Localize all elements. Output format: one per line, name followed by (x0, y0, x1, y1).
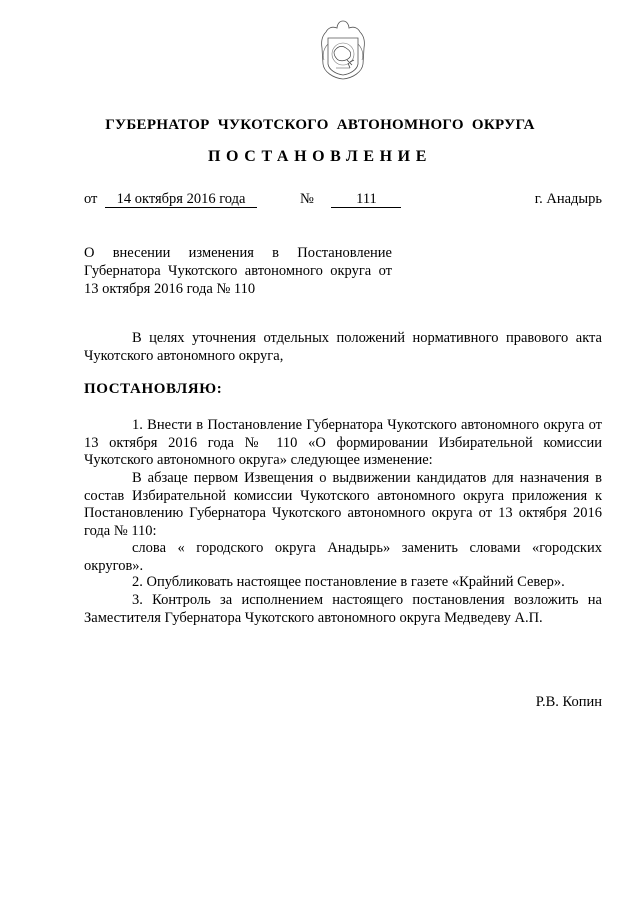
date-prefix: от (84, 191, 98, 207)
number-field (300, 191, 401, 208)
item-1-paragraph: В абзаце первом Извещения о выдвижении кандидатов для назначения в состав Избирательной комиссии Чукотского автономного округа приложения к Постановлению Губернатора Чукотского автономного округа от 13 октября 2016 года № 110: (84, 470, 602, 539)
item-3: 3. Контроль за исполнением настоящего постановления возложить на Заместителя Губернатора Чукотского автономного округа Медведеву А.П. (84, 592, 602, 626)
number-value: 111 (331, 192, 401, 208)
document-type: ПОСТАНОВЛЕНИЕ (208, 148, 432, 165)
coat-of-arms-icon (306, 18, 380, 82)
decree-word: ПОСТАНОВЛЯЮ: (84, 381, 223, 397)
item-1: 1. Внести в Постановление Губернатора Чукотского автономного округа от 13 октября 2016 года № 110 «О формировании Избирательной комиссии Чукотского автономного округа» следующее изменение: (84, 417, 602, 468)
signature: Р.В. Копин (535, 694, 602, 710)
place: г. Анадырь (534, 191, 602, 207)
number-prefix: № (300, 191, 314, 207)
preamble: В целях уточнения отдельных положений нормативного правового акта Чукотского автономного округа, (84, 330, 602, 364)
document-header: ГУБЕРНАТОР ЧУКОТСКОГО АВТОНОМНОГО ОКРУГА (105, 117, 535, 133)
item-2: 2. Опубликовать настоящее постановление в газете «Крайний Север». (132, 574, 565, 590)
date-field (84, 191, 257, 208)
document-subject: О внесении изменения в Постановление Губернатора Чукотского автономного округа от 13 октября 2016 года № 110 (84, 245, 392, 297)
date-value: 14 октября 2016 года (105, 192, 257, 208)
item-1-replacement: слова « городского округа Анадырь» заменить словами «городских округов». (84, 540, 602, 574)
